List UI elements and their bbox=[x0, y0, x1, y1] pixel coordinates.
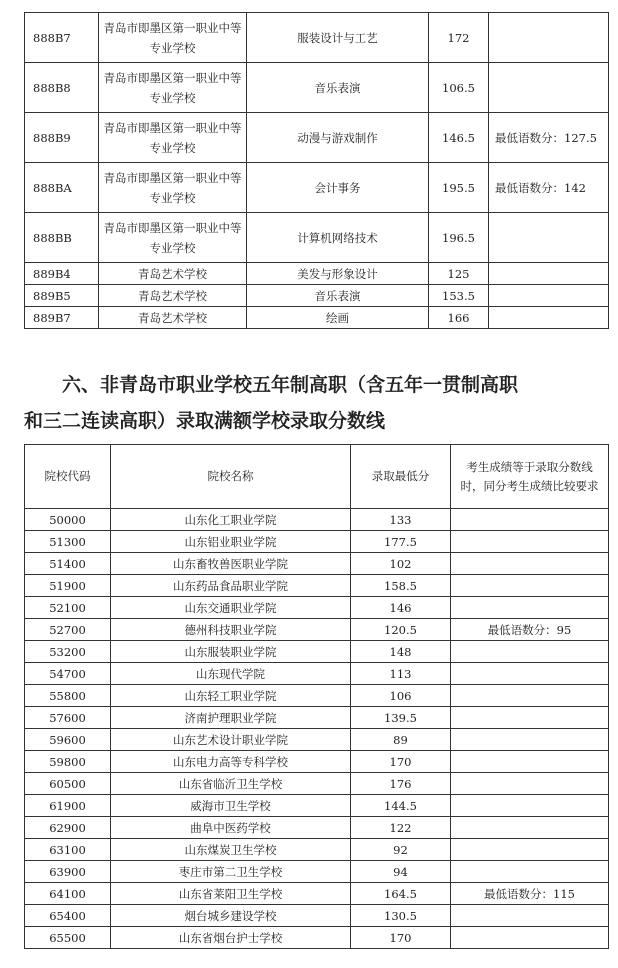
school-major-score-table bbox=[24, 12, 609, 329]
school-code-cell: 51300 bbox=[25, 531, 111, 553]
table-row bbox=[25, 531, 609, 553]
score-cell: 166 bbox=[429, 307, 489, 329]
school-name-cell: 曲阜中医药学校 bbox=[111, 817, 351, 839]
school-name-cell: 青岛艺术学校 bbox=[99, 307, 247, 329]
table-row bbox=[25, 883, 609, 905]
school-code-cell: 65500 bbox=[25, 927, 111, 949]
school-code-cell: 62900 bbox=[25, 817, 111, 839]
header-tie-break-rule: 考生成绩等于录取分数线时，同分考生成绩比较要求 bbox=[451, 445, 609, 509]
table-row bbox=[25, 751, 609, 773]
major-cell: 音乐表演 bbox=[247, 63, 429, 113]
header-min-score: 录取最低分 bbox=[351, 445, 451, 509]
school-code-cell: 52700 bbox=[25, 619, 111, 641]
school-code-cell: 888BB bbox=[25, 213, 99, 263]
school-code-cell: 54700 bbox=[25, 663, 111, 685]
table-row bbox=[25, 307, 609, 329]
note-cell bbox=[489, 63, 609, 113]
school-code-cell: 888B8 bbox=[25, 63, 99, 113]
school-name-cell: 青岛市即墨区第一职业中等专业学校 bbox=[99, 13, 247, 63]
note-cell bbox=[451, 861, 609, 883]
school-code-cell: 889B4 bbox=[25, 263, 99, 285]
school-name-cell: 青岛市即墨区第一职业中等专业学校 bbox=[99, 163, 247, 213]
note-cell bbox=[451, 663, 609, 685]
note-cell bbox=[489, 285, 609, 307]
table-row bbox=[25, 213, 609, 263]
school-name-cell: 山东艺术设计职业学院 bbox=[111, 729, 351, 751]
table-row bbox=[25, 113, 609, 163]
note-cell: 最低语数分：127.5 bbox=[489, 113, 609, 163]
section-heading: 六、非青岛市职业学校五年制高职（含五年一贯制高职 bbox=[62, 374, 519, 396]
school-name-cell: 山东省烟台护士学校 bbox=[111, 927, 351, 949]
score-cell: 196.5 bbox=[429, 213, 489, 263]
note-cell bbox=[451, 597, 609, 619]
school-name-cell: 青岛市即墨区第一职业中等专业学校 bbox=[99, 63, 247, 113]
score-cell: 164.5 bbox=[351, 883, 451, 905]
school-name-cell: 山东煤炭卫生学校 bbox=[111, 839, 351, 861]
score-cell: 106 bbox=[351, 685, 451, 707]
score-cell: 170 bbox=[351, 927, 451, 949]
major-cell: 服装设计与工艺 bbox=[247, 13, 429, 63]
score-cell: 106.5 bbox=[429, 63, 489, 113]
table-row bbox=[25, 663, 609, 685]
school-name-cell: 山东轻工职业学院 bbox=[111, 685, 351, 707]
table-row bbox=[25, 597, 609, 619]
note-cell bbox=[489, 13, 609, 63]
table-row bbox=[25, 861, 609, 883]
school-code-cell: 63900 bbox=[25, 861, 111, 883]
note-cell bbox=[489, 307, 609, 329]
note-cell bbox=[451, 575, 609, 597]
note-cell bbox=[451, 905, 609, 927]
score-cell: 148 bbox=[351, 641, 451, 663]
note-cell bbox=[451, 685, 609, 707]
school-code-cell: 52100 bbox=[25, 597, 111, 619]
table-header-row bbox=[25, 445, 609, 509]
note-cell bbox=[451, 509, 609, 531]
school-name-cell: 山东省临沂卫生学校 bbox=[111, 773, 351, 795]
score-cell: 177.5 bbox=[351, 531, 451, 553]
school-name-cell: 烟台城乡建设学校 bbox=[111, 905, 351, 927]
school-code-cell: 65400 bbox=[25, 905, 111, 927]
school-name-cell: 青岛市即墨区第一职业中等专业学校 bbox=[99, 113, 247, 163]
five-year-college-score-table bbox=[24, 444, 609, 949]
section-heading-continued: 和三二连读高职）录取满额学校录取分数线 bbox=[24, 410, 386, 432]
score-cell: 176 bbox=[351, 773, 451, 795]
table-row bbox=[25, 619, 609, 641]
major-cell: 会计事务 bbox=[247, 163, 429, 213]
school-name-cell: 山东药品食品职业学院 bbox=[111, 575, 351, 597]
note-cell bbox=[451, 751, 609, 773]
school-code-cell: 60500 bbox=[25, 773, 111, 795]
school-name-cell: 德州科技职业学院 bbox=[111, 619, 351, 641]
school-name-cell: 青岛市即墨区第一职业中等专业学校 bbox=[99, 213, 247, 263]
table-row bbox=[25, 553, 609, 575]
note-cell bbox=[451, 817, 609, 839]
note-cell: 最低语数分：115 bbox=[451, 883, 609, 905]
school-code-cell: 50000 bbox=[25, 509, 111, 531]
score-cell: 120.5 bbox=[351, 619, 451, 641]
school-code-cell: 888B7 bbox=[25, 13, 99, 63]
table-row bbox=[25, 575, 609, 597]
score-cell: 144.5 bbox=[351, 795, 451, 817]
table-row bbox=[25, 795, 609, 817]
school-code-cell: 63100 bbox=[25, 839, 111, 861]
school-code-cell: 889B5 bbox=[25, 285, 99, 307]
table-row bbox=[25, 707, 609, 729]
school-name-cell: 山东服装职业学院 bbox=[111, 641, 351, 663]
school-code-cell: 55800 bbox=[25, 685, 111, 707]
school-code-cell: 51400 bbox=[25, 553, 111, 575]
note-cell bbox=[451, 927, 609, 949]
header-school-code: 院校代码 bbox=[25, 445, 111, 509]
note-cell bbox=[451, 553, 609, 575]
note-cell bbox=[451, 531, 609, 553]
score-cell: 158.5 bbox=[351, 575, 451, 597]
school-code-cell: 51900 bbox=[25, 575, 111, 597]
major-cell: 计算机网络技术 bbox=[247, 213, 429, 263]
table-row bbox=[25, 839, 609, 861]
school-name-cell: 威海市卫生学校 bbox=[111, 795, 351, 817]
note-cell bbox=[451, 729, 609, 751]
score-cell: 146.5 bbox=[429, 113, 489, 163]
score-cell: 146 bbox=[351, 597, 451, 619]
score-cell: 170 bbox=[351, 751, 451, 773]
school-name-cell: 济南护理职业学院 bbox=[111, 707, 351, 729]
note-cell bbox=[489, 213, 609, 263]
note-cell bbox=[451, 773, 609, 795]
note-cell bbox=[451, 795, 609, 817]
table-row bbox=[25, 641, 609, 663]
school-code-cell: 57600 bbox=[25, 707, 111, 729]
table-row bbox=[25, 685, 609, 707]
school-code-cell: 59600 bbox=[25, 729, 111, 751]
school-code-cell: 888BA bbox=[25, 163, 99, 213]
note-cell: 最低语数分：95 bbox=[451, 619, 609, 641]
note-cell bbox=[451, 707, 609, 729]
score-cell: 92 bbox=[351, 839, 451, 861]
table-row bbox=[25, 509, 609, 531]
note-cell bbox=[489, 263, 609, 285]
school-code-cell: 64100 bbox=[25, 883, 111, 905]
score-cell: 153.5 bbox=[429, 285, 489, 307]
table-row bbox=[25, 905, 609, 927]
school-code-cell: 888B9 bbox=[25, 113, 99, 163]
score-cell: 94 bbox=[351, 861, 451, 883]
table-row bbox=[25, 927, 609, 949]
score-cell: 113 bbox=[351, 663, 451, 685]
table-row bbox=[25, 817, 609, 839]
score-cell: 195.5 bbox=[429, 163, 489, 213]
school-name-cell: 山东铝业职业学院 bbox=[111, 531, 351, 553]
score-cell: 139.5 bbox=[351, 707, 451, 729]
score-cell: 133 bbox=[351, 509, 451, 531]
school-name-cell: 山东畜牧兽医职业学院 bbox=[111, 553, 351, 575]
table-row bbox=[25, 263, 609, 285]
table-row bbox=[25, 163, 609, 213]
school-name-cell: 青岛艺术学校 bbox=[99, 285, 247, 307]
table-row bbox=[25, 285, 609, 307]
school-name-cell: 山东省莱阳卫生学校 bbox=[111, 883, 351, 905]
table-row bbox=[25, 13, 609, 63]
school-name-cell: 青岛艺术学校 bbox=[99, 263, 247, 285]
table-row bbox=[25, 729, 609, 751]
table-row bbox=[25, 63, 609, 113]
school-name-cell: 枣庄市第二卫生学校 bbox=[111, 861, 351, 883]
school-code-cell: 61900 bbox=[25, 795, 111, 817]
note-cell bbox=[451, 641, 609, 663]
school-code-cell: 59800 bbox=[25, 751, 111, 773]
school-name-cell: 山东化工职业学院 bbox=[111, 509, 351, 531]
school-name-cell: 山东电力高等专科学校 bbox=[111, 751, 351, 773]
score-cell: 122 bbox=[351, 817, 451, 839]
header-school-name: 院校名称 bbox=[111, 445, 351, 509]
score-cell: 102 bbox=[351, 553, 451, 575]
school-code-cell: 53200 bbox=[25, 641, 111, 663]
note-cell: 最低语数分：142 bbox=[489, 163, 609, 213]
major-cell: 音乐表演 bbox=[247, 285, 429, 307]
score-cell: 89 bbox=[351, 729, 451, 751]
score-cell: 172 bbox=[429, 13, 489, 63]
major-cell: 美发与形象设计 bbox=[247, 263, 429, 285]
school-name-cell: 山东现代学院 bbox=[111, 663, 351, 685]
major-cell: 动漫与游戏制作 bbox=[247, 113, 429, 163]
table-row bbox=[25, 773, 609, 795]
school-code-cell: 889B7 bbox=[25, 307, 99, 329]
score-cell: 130.5 bbox=[351, 905, 451, 927]
school-name-cell: 山东交通职业学院 bbox=[111, 597, 351, 619]
note-cell bbox=[451, 839, 609, 861]
major-cell: 绘画 bbox=[247, 307, 429, 329]
score-cell: 125 bbox=[429, 263, 489, 285]
